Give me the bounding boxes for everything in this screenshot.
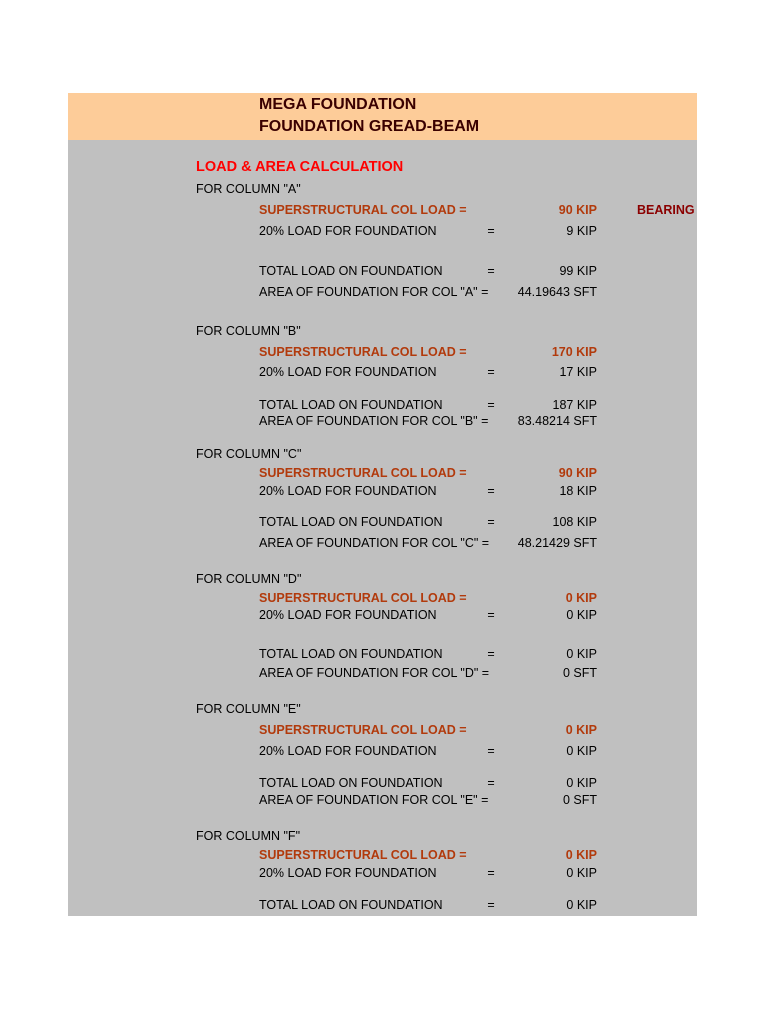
- foundation-area-label: AREA OF FOUNDATION FOR COL "C" =: [259, 536, 490, 550]
- total-load-label: TOTAL LOAD ON FOUNDATION: [259, 776, 443, 790]
- superstructural-load-value: 0 KIP: [565, 591, 597, 605]
- total-load-value: 0 KIP: [566, 776, 597, 790]
- foundation-area-label: AREA OF FOUNDATION FOR COL "E" =: [259, 793, 489, 807]
- equals-sign: =: [487, 264, 495, 278]
- superstructural-load-label: SUPERSTRUCTURAL COL LOAD =: [259, 591, 467, 605]
- equals-sign: =: [487, 515, 495, 529]
- title-line-1: MEGA FOUNDATION: [259, 96, 417, 113]
- foundation-area-label: AREA OF FOUNDATION FOR COL "A" =: [259, 285, 489, 299]
- total-load-label: TOTAL LOAD ON FOUNDATION: [259, 264, 443, 278]
- column-heading: FOR COLUMN "A": [196, 182, 301, 196]
- equals-sign: =: [487, 744, 495, 758]
- superstructural-load-value: 0 KIP: [565, 848, 597, 862]
- column-heading: FOR COLUMN "E": [196, 702, 301, 716]
- foundation-load-label: 20% LOAD FOR FOUNDATION: [259, 866, 437, 880]
- column-heading: FOR COLUMN "F": [196, 829, 301, 843]
- foundation-load-value: 17 KIP: [559, 365, 597, 379]
- foundation-load-label: 20% LOAD FOR FOUNDATION: [259, 365, 437, 379]
- total-load-label: TOTAL LOAD ON FOUNDATION: [259, 515, 443, 529]
- foundation-area-value: 0 SFT: [562, 793, 597, 807]
- total-load-value: 99 KIP: [559, 264, 597, 278]
- equals-sign: =: [487, 647, 495, 661]
- superstructural-load-label: SUPERSTRUCTURAL COL LOAD =: [259, 345, 467, 359]
- foundation-load-label: 20% LOAD FOR FOUNDATION: [259, 224, 437, 238]
- superstructural-load-label: SUPERSTRUCTURAL COL LOAD =: [259, 203, 467, 217]
- foundation-load-value: 9 KIP: [566, 224, 597, 238]
- foundation-load-value: 0 KIP: [566, 608, 597, 622]
- superstructural-load-value: 90 KIP: [558, 203, 597, 217]
- foundation-area-label: AREA OF FOUNDATION FOR COL "B" =: [259, 414, 489, 428]
- foundation-load-label: 20% LOAD FOR FOUNDATION: [259, 608, 437, 622]
- foundation-area-value: 83.48214 SFT: [517, 414, 597, 428]
- superstructural-load-value: 170 KIP: [551, 345, 597, 359]
- bearing-label: BEARING: [637, 203, 695, 217]
- equals-sign: =: [487, 224, 495, 238]
- equals-sign: =: [487, 484, 495, 498]
- total-load-value: 108 KIP: [552, 515, 597, 529]
- column-heading: FOR COLUMN "D": [196, 572, 302, 586]
- title-line-2: FOUNDATION GREAD-BEAM: [259, 118, 480, 135]
- superstructural-load-label: SUPERSTRUCTURAL COL LOAD =: [259, 848, 467, 862]
- equals-sign: =: [487, 776, 495, 790]
- equals-sign: =: [487, 398, 495, 412]
- superstructural-load-label: SUPERSTRUCTURAL COL LOAD =: [259, 723, 467, 737]
- equals-sign: =: [487, 898, 495, 912]
- foundation-load-value: 0 KIP: [566, 866, 597, 880]
- superstructural-load-value: 0 KIP: [565, 723, 597, 737]
- total-load-value: 187 KIP: [552, 398, 597, 412]
- foundation-area-value: 0 SFT: [562, 666, 597, 680]
- foundation-area-value: 48.21429 SFT: [517, 536, 597, 550]
- total-load-label: TOTAL LOAD ON FOUNDATION: [259, 647, 443, 661]
- foundation-load-label: 20% LOAD FOR FOUNDATION: [259, 744, 437, 758]
- superstructural-load-value: 90 KIP: [558, 466, 597, 480]
- foundation-load-label: 20% LOAD FOR FOUNDATION: [259, 484, 437, 498]
- superstructural-load-label: SUPERSTRUCTURAL COL LOAD =: [259, 466, 467, 480]
- equals-sign: =: [487, 866, 495, 880]
- equals-sign: =: [487, 608, 495, 622]
- total-load-label: TOTAL LOAD ON FOUNDATION: [259, 398, 443, 412]
- column-heading: FOR COLUMN "C": [196, 447, 302, 461]
- total-load-value: 0 KIP: [566, 898, 597, 912]
- section-title: LOAD & AREA CALCULATION: [196, 159, 404, 175]
- foundation-area-value: 44.19643 SFT: [517, 285, 597, 299]
- foundation-load-value: 0 KIP: [566, 744, 597, 758]
- total-load-value: 0 KIP: [566, 647, 597, 661]
- spreadsheet-page: [68, 93, 697, 916]
- total-load-label: TOTAL LOAD ON FOUNDATION: [259, 898, 443, 912]
- foundation-load-value: 18 KIP: [559, 484, 597, 498]
- column-heading: FOR COLUMN "B": [196, 324, 301, 338]
- equals-sign: =: [487, 365, 495, 379]
- foundation-area-label: AREA OF FOUNDATION FOR COL "D" =: [259, 666, 490, 680]
